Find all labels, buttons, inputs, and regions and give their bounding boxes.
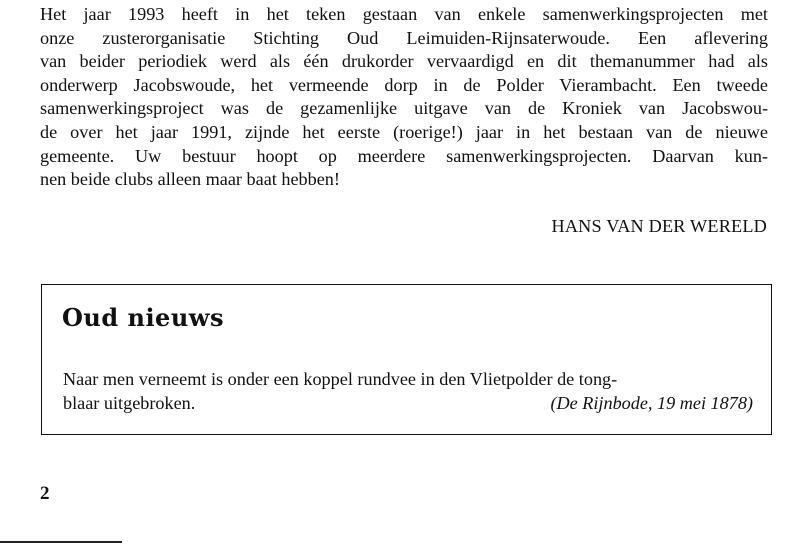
box-title: Oud nieuws bbox=[62, 303, 224, 332]
paragraph-line: onderwerp Jacobswoude, het vermeende dorp in de Polder Vierambacht. Een tweede bbox=[40, 74, 768, 95]
paragraph-line: onze zusterorganisatie Stichting Oud Leimuiden-Rijnsaterwoude. Een aflevering bbox=[40, 27, 768, 48]
box-text-line bbox=[63, 392, 753, 416]
paragraph-line: de over het jaar 1991, zijnde het eerste (roerige!) jaar in het bestaan van de nieuwe bbox=[40, 121, 768, 142]
article-paragraph bbox=[40, 3, 768, 192]
citation-source: (De Rijnbode, 19 mei 1878) bbox=[550, 392, 753, 413]
author-signature: HANS VAN DER WERELD bbox=[551, 216, 767, 236]
paragraph-line: nen beide clubs alleen maar baat hebben! bbox=[40, 169, 340, 190]
paragraph-line: Het jaar 1993 heeft in het teken gestaan van enkele samenwerkingsprojecten met bbox=[40, 4, 768, 24]
page-rule bbox=[0, 541, 122, 543]
box-body bbox=[63, 368, 753, 415]
box-text-end: blaar uitgebroken. bbox=[63, 392, 196, 413]
page-number: 2 bbox=[40, 483, 50, 504]
box-text-line: Naar men verneemt is onder een koppel rundvee in den Vlietpolder de tong- bbox=[63, 369, 618, 389]
paragraph-line: van beider periodiek werd als één drukorder vervaardigd en dit themanummer had als bbox=[40, 51, 768, 72]
paragraph-line: gemeente. Uw bestuur hoopt op meerdere samenwerkingsprojecten. Daarvan kun- bbox=[40, 145, 768, 166]
paragraph-line: samenwerkingsproject was de gezamenlijke uitgave van de Kroniek van Jacobswou- bbox=[40, 98, 768, 119]
oud-nieuws-box bbox=[41, 284, 772, 435]
